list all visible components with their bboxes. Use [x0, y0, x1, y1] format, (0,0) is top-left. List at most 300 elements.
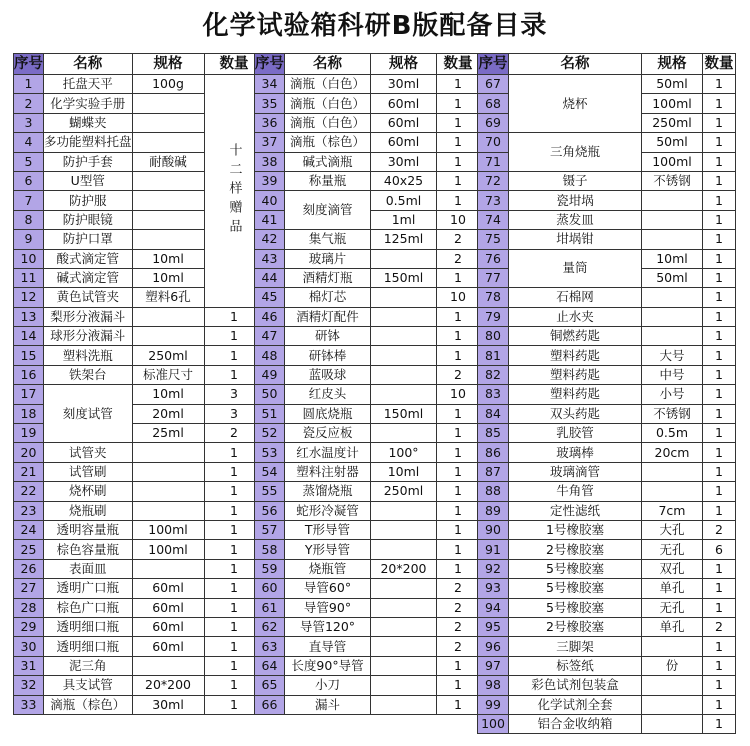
item-qty: 2 [437, 365, 480, 384]
table-row [478, 637, 736, 656]
row-index: 11 [14, 268, 44, 287]
table-row [478, 520, 736, 539]
page-title: 化学试验箱科研B版配备目录 [202, 11, 548, 41]
gift-note: 十二样赠品 [204, 75, 264, 308]
row-index: 99 [478, 695, 509, 714]
row-index: 34 [255, 75, 285, 94]
item-spec: 7cm [642, 501, 703, 520]
table-row [478, 482, 736, 501]
item-qty: 1 [204, 559, 264, 578]
row-index: 13 [14, 307, 44, 326]
row-index: 40 [255, 191, 285, 210]
row-index: 31 [14, 656, 44, 675]
item-spec [132, 656, 204, 675]
item-qty: 1 [703, 714, 736, 733]
row-index: 97 [478, 656, 509, 675]
table-row [255, 307, 480, 326]
item-name: 铜燃药匙 [509, 327, 642, 346]
item-name: 滴瓶（棕色） [285, 133, 371, 152]
item-qty: 1 [437, 443, 480, 462]
row-index: 52 [255, 424, 285, 443]
item-name: 瓷坩埚 [509, 191, 642, 210]
item-spec [642, 210, 703, 229]
header-name: 名称 [285, 54, 371, 75]
row-index: 91 [478, 540, 509, 559]
table-row [478, 75, 736, 94]
item-spec [642, 714, 703, 733]
table-row [478, 327, 736, 346]
item-name: 滴瓶（白色） [285, 94, 371, 113]
item-spec: 10ml [642, 249, 703, 268]
item-qty: 1 [204, 695, 264, 714]
table-header-row [478, 54, 736, 75]
table-row [478, 210, 736, 229]
item-qty: 1 [703, 404, 736, 423]
table-row [14, 462, 265, 481]
item-name: 5号橡胶塞 [509, 579, 642, 598]
row-index: 21 [14, 462, 44, 481]
table-row [478, 695, 736, 714]
item-name: 滴瓶（白色） [285, 75, 371, 94]
row-index: 68 [478, 94, 509, 113]
item-name: 三角烧瓶 [509, 133, 642, 172]
item-qty: 1 [437, 676, 480, 695]
row-index: 70 [478, 133, 509, 152]
item-spec: 单孔 [642, 579, 703, 598]
item-name: 棉灯芯 [285, 288, 371, 307]
item-spec: 份 [642, 656, 703, 675]
row-index: 25 [14, 540, 44, 559]
item-name: 滴瓶（白色） [285, 113, 371, 132]
item-name: 导管60° [285, 579, 371, 598]
item-qty: 6 [703, 540, 736, 559]
table-row [478, 617, 736, 636]
row-index: 96 [478, 637, 509, 656]
row-index: 67 [478, 75, 509, 94]
row-index: 20 [14, 443, 44, 462]
row-index: 79 [478, 307, 509, 326]
table-row [14, 598, 265, 617]
item-spec: 40x25 [371, 171, 437, 190]
item-name: 酸式滴定管 [44, 249, 133, 268]
item-qty: 10 [437, 210, 480, 229]
row-index: 100 [478, 714, 509, 733]
header-qty: 数量 [437, 54, 480, 75]
item-spec [132, 230, 204, 249]
item-name: 止水夹 [509, 307, 642, 326]
table-row [478, 501, 736, 520]
item-name: 蝴蝶夹 [44, 113, 133, 132]
row-index: 69 [478, 113, 509, 132]
row-index: 19 [14, 424, 44, 443]
header-index: 序号 [14, 54, 44, 75]
item-spec: 150ml [371, 268, 437, 287]
item-name: 透明广口瓶 [44, 579, 133, 598]
item-qty: 2 [703, 617, 736, 636]
item-spec [642, 482, 703, 501]
inventory-table-2 [254, 53, 480, 715]
row-index: 50 [255, 385, 285, 404]
row-index: 66 [255, 695, 285, 714]
item-spec: 100ml [132, 540, 204, 559]
item-name: 称量瓶 [285, 171, 371, 190]
item-spec: 100° [371, 443, 437, 462]
item-name: 三脚架 [509, 637, 642, 656]
table-row [14, 656, 265, 675]
item-spec: 0.5ml [371, 191, 437, 210]
item-qty: 1 [703, 327, 736, 346]
table-row [255, 191, 480, 210]
item-name: 定性滤纸 [509, 501, 642, 520]
item-qty: 2 [437, 637, 480, 656]
item-qty: 1 [703, 501, 736, 520]
item-spec [132, 210, 204, 229]
table-row [14, 75, 265, 94]
row-index: 55 [255, 482, 285, 501]
table-row [255, 268, 480, 287]
item-spec [132, 501, 204, 520]
table-row [478, 307, 736, 326]
item-qty: 1 [437, 695, 480, 714]
item-qty: 1 [437, 559, 480, 578]
table-row [255, 676, 480, 695]
item-name: 多功能塑料托盘 [44, 133, 133, 152]
item-name: U型管 [44, 171, 133, 190]
item-spec [132, 327, 204, 346]
table-row [14, 443, 265, 462]
row-index: 85 [478, 424, 509, 443]
item-qty: 1 [703, 133, 736, 152]
item-qty: 2 [437, 579, 480, 598]
item-spec: 150ml [371, 404, 437, 423]
table-row [14, 520, 265, 539]
row-index: 41 [255, 210, 285, 229]
table-row [255, 249, 480, 268]
item-name: 玻璃棒 [509, 443, 642, 462]
item-name: 透明细口瓶 [44, 617, 133, 636]
item-qty: 1 [437, 327, 480, 346]
item-spec: 30ml [132, 695, 204, 714]
header-qty: 数量 [703, 54, 736, 75]
item-qty: 2 [437, 230, 480, 249]
item-qty: 2 [437, 598, 480, 617]
item-qty: 1 [437, 424, 480, 443]
item-qty: 1 [703, 249, 736, 268]
item-name: 烧瓶刷 [44, 501, 133, 520]
item-name: 化学试剂全套 [509, 695, 642, 714]
item-name: 导管120° [285, 617, 371, 636]
item-spec [642, 307, 703, 326]
row-index: 18 [14, 404, 44, 423]
row-index: 45 [255, 288, 285, 307]
item-qty: 1 [703, 346, 736, 365]
table-row [255, 482, 480, 501]
row-index: 6 [14, 171, 44, 190]
item-spec: 250ml [642, 113, 703, 132]
row-index: 47 [255, 327, 285, 346]
item-name: T形导管 [285, 520, 371, 539]
row-index: 86 [478, 443, 509, 462]
table-row [478, 443, 736, 462]
item-name: 标签纸 [509, 656, 642, 675]
item-spec: 塑料6孔 [132, 288, 204, 307]
row-index: 8 [14, 210, 44, 229]
item-qty: 1 [437, 501, 480, 520]
item-spec: 60ml [371, 133, 437, 152]
table-row [255, 695, 480, 714]
table-row [14, 327, 265, 346]
item-spec [371, 327, 437, 346]
item-qty: 1 [703, 424, 736, 443]
row-index: 43 [255, 249, 285, 268]
item-qty: 1 [437, 191, 480, 210]
inventory-table-3 [477, 53, 736, 734]
item-spec: 无孔 [642, 598, 703, 617]
table-row [478, 462, 736, 481]
item-name: 5号橡胶塞 [509, 559, 642, 578]
item-name: 乳胶管 [509, 424, 642, 443]
table-row [255, 94, 480, 113]
item-spec: 耐酸碱 [132, 152, 204, 171]
item-qty: 1 [703, 171, 736, 190]
row-index: 83 [478, 385, 509, 404]
item-spec: 大号 [642, 346, 703, 365]
table-row [478, 191, 736, 210]
item-qty: 1 [437, 171, 480, 190]
item-name: 2号橡胶塞 [509, 617, 642, 636]
row-index: 33 [14, 695, 44, 714]
item-spec: 单孔 [642, 617, 703, 636]
row-index: 9 [14, 230, 44, 249]
item-qty: 1 [204, 307, 264, 326]
item-spec [371, 365, 437, 384]
item-spec [642, 676, 703, 695]
item-spec: 10ml [371, 462, 437, 481]
row-index: 62 [255, 617, 285, 636]
item-qty: 1 [703, 579, 736, 598]
item-qty: 1 [703, 113, 736, 132]
table-row [255, 598, 480, 617]
row-index: 89 [478, 501, 509, 520]
row-index: 4 [14, 133, 44, 152]
item-spec: 125ml [371, 230, 437, 249]
row-index: 92 [478, 559, 509, 578]
item-name: 彩色试剂包装盒 [509, 676, 642, 695]
item-name: 坩埚钳 [509, 230, 642, 249]
row-index: 16 [14, 365, 44, 384]
item-name: 烧杯刷 [44, 482, 133, 501]
item-qty: 2 [204, 424, 264, 443]
item-name: 塑料洗瓶 [44, 346, 133, 365]
item-spec: 无孔 [642, 540, 703, 559]
table-row [255, 327, 480, 346]
item-qty: 1 [204, 346, 264, 365]
item-name: 托盘天平 [44, 75, 133, 94]
row-index: 74 [478, 210, 509, 229]
item-qty: 1 [703, 695, 736, 714]
item-spec [371, 637, 437, 656]
row-index: 29 [14, 617, 44, 636]
table-row [255, 288, 480, 307]
item-name: 防护眼镜 [44, 210, 133, 229]
row-index: 3 [14, 113, 44, 132]
item-name: 塑料注射器 [285, 462, 371, 481]
item-name: 红皮头 [285, 385, 371, 404]
item-qty: 1 [204, 520, 264, 539]
table-row [255, 171, 480, 190]
row-index: 14 [14, 327, 44, 346]
row-index: 80 [478, 327, 509, 346]
table-row [478, 133, 736, 152]
row-index: 90 [478, 520, 509, 539]
item-name: 铝合金收纳箱 [509, 714, 642, 733]
item-name: 蒸发皿 [509, 210, 642, 229]
item-spec [132, 559, 204, 578]
item-qty: 1 [437, 346, 480, 365]
item-name: 2号橡胶塞 [509, 540, 642, 559]
row-index: 10 [14, 249, 44, 268]
item-qty: 1 [204, 327, 264, 346]
table-row [255, 637, 480, 656]
table-row [478, 365, 736, 384]
item-spec: 30ml [371, 152, 437, 171]
row-index: 64 [255, 656, 285, 675]
header-qty: 数量 [204, 54, 264, 75]
item-qty: 1 [437, 113, 480, 132]
table-row [14, 540, 265, 559]
table-row [255, 152, 480, 171]
item-qty: 1 [204, 540, 264, 559]
item-spec: 不锈钢 [642, 171, 703, 190]
item-name: 直导管 [285, 637, 371, 656]
table-row [478, 559, 736, 578]
item-name: 研钵棒 [285, 346, 371, 365]
table-row [255, 75, 480, 94]
row-index: 54 [255, 462, 285, 481]
table-row [478, 714, 736, 733]
item-name: 刻度试管 [44, 385, 133, 443]
row-index: 32 [14, 676, 44, 695]
row-index: 27 [14, 579, 44, 598]
item-spec [642, 230, 703, 249]
row-index: 53 [255, 443, 285, 462]
row-index: 71 [478, 152, 509, 171]
table-row [255, 346, 480, 365]
row-index: 37 [255, 133, 285, 152]
item-qty: 1 [437, 540, 480, 559]
item-qty: 1 [703, 152, 736, 171]
item-qty: 2 [437, 249, 480, 268]
item-name: 表面皿 [44, 559, 133, 578]
row-index: 72 [478, 171, 509, 190]
row-index: 7 [14, 191, 44, 210]
item-spec [132, 191, 204, 210]
item-name: 防护服 [44, 191, 133, 210]
item-name: 1号橡胶塞 [509, 520, 642, 539]
table-row [14, 482, 265, 501]
table-header-row [255, 54, 480, 75]
item-spec [132, 482, 204, 501]
item-spec: 60ml [132, 579, 204, 598]
item-name: 塑料药匙 [509, 385, 642, 404]
header-name: 名称 [509, 54, 642, 75]
item-qty: 2 [703, 520, 736, 539]
table-row [255, 230, 480, 249]
inventory-table-1 [13, 53, 265, 715]
item-name: 棕色容量瓶 [44, 540, 133, 559]
item-name: 漏斗 [285, 695, 371, 714]
item-qty: 1 [204, 365, 264, 384]
item-name: 红水温度计 [285, 443, 371, 462]
item-name: 集气瓶 [285, 230, 371, 249]
item-qty: 1 [437, 462, 480, 481]
item-name: 棕色广口瓶 [44, 598, 133, 617]
table-row [478, 598, 736, 617]
item-name: 研钵 [285, 327, 371, 346]
table-row [14, 307, 265, 326]
item-qty: 1 [703, 676, 736, 695]
table-row [14, 346, 265, 365]
row-index: 30 [14, 637, 44, 656]
item-spec [371, 617, 437, 636]
item-spec [371, 579, 437, 598]
table-row [478, 404, 736, 423]
item-spec [132, 113, 204, 132]
item-name: 长度90°导管 [285, 656, 371, 675]
item-spec: 标准尺寸 [132, 365, 204, 384]
row-index: 88 [478, 482, 509, 501]
item-name: 镊子 [509, 171, 642, 190]
row-index: 81 [478, 346, 509, 365]
item-name: 蛇形冷凝管 [285, 501, 371, 520]
header-name: 名称 [44, 54, 133, 75]
item-name: 透明细口瓶 [44, 637, 133, 656]
item-spec [371, 676, 437, 695]
item-spec: 大孔 [642, 520, 703, 539]
item-qty: 1 [703, 598, 736, 617]
item-name: 圆底烧瓶 [285, 404, 371, 423]
item-qty: 1 [703, 230, 736, 249]
table-row [14, 365, 265, 384]
item-qty: 1 [703, 75, 736, 94]
item-name: 刻度滴管 [285, 191, 371, 230]
row-index: 60 [255, 579, 285, 598]
row-index: 82 [478, 365, 509, 384]
row-index: 12 [14, 288, 44, 307]
row-index: 5 [14, 152, 44, 171]
row-index: 15 [14, 346, 44, 365]
item-spec: 60ml [371, 113, 437, 132]
table-row [255, 133, 480, 152]
row-index: 63 [255, 637, 285, 656]
table-row [478, 424, 736, 443]
item-name: 塑料药匙 [509, 346, 642, 365]
item-name: 5号橡胶塞 [509, 598, 642, 617]
row-index: 49 [255, 365, 285, 384]
row-index: 58 [255, 540, 285, 559]
item-spec [371, 346, 437, 365]
item-spec [371, 385, 437, 404]
row-index: 94 [478, 598, 509, 617]
item-spec [371, 249, 437, 268]
item-qty: 1 [204, 482, 264, 501]
table-row [478, 230, 736, 249]
item-spec: 中号 [642, 365, 703, 384]
header-spec: 规格 [132, 54, 204, 75]
item-spec: 250ml [132, 346, 204, 365]
item-spec [132, 307, 204, 326]
item-spec: 60ml [132, 617, 204, 636]
